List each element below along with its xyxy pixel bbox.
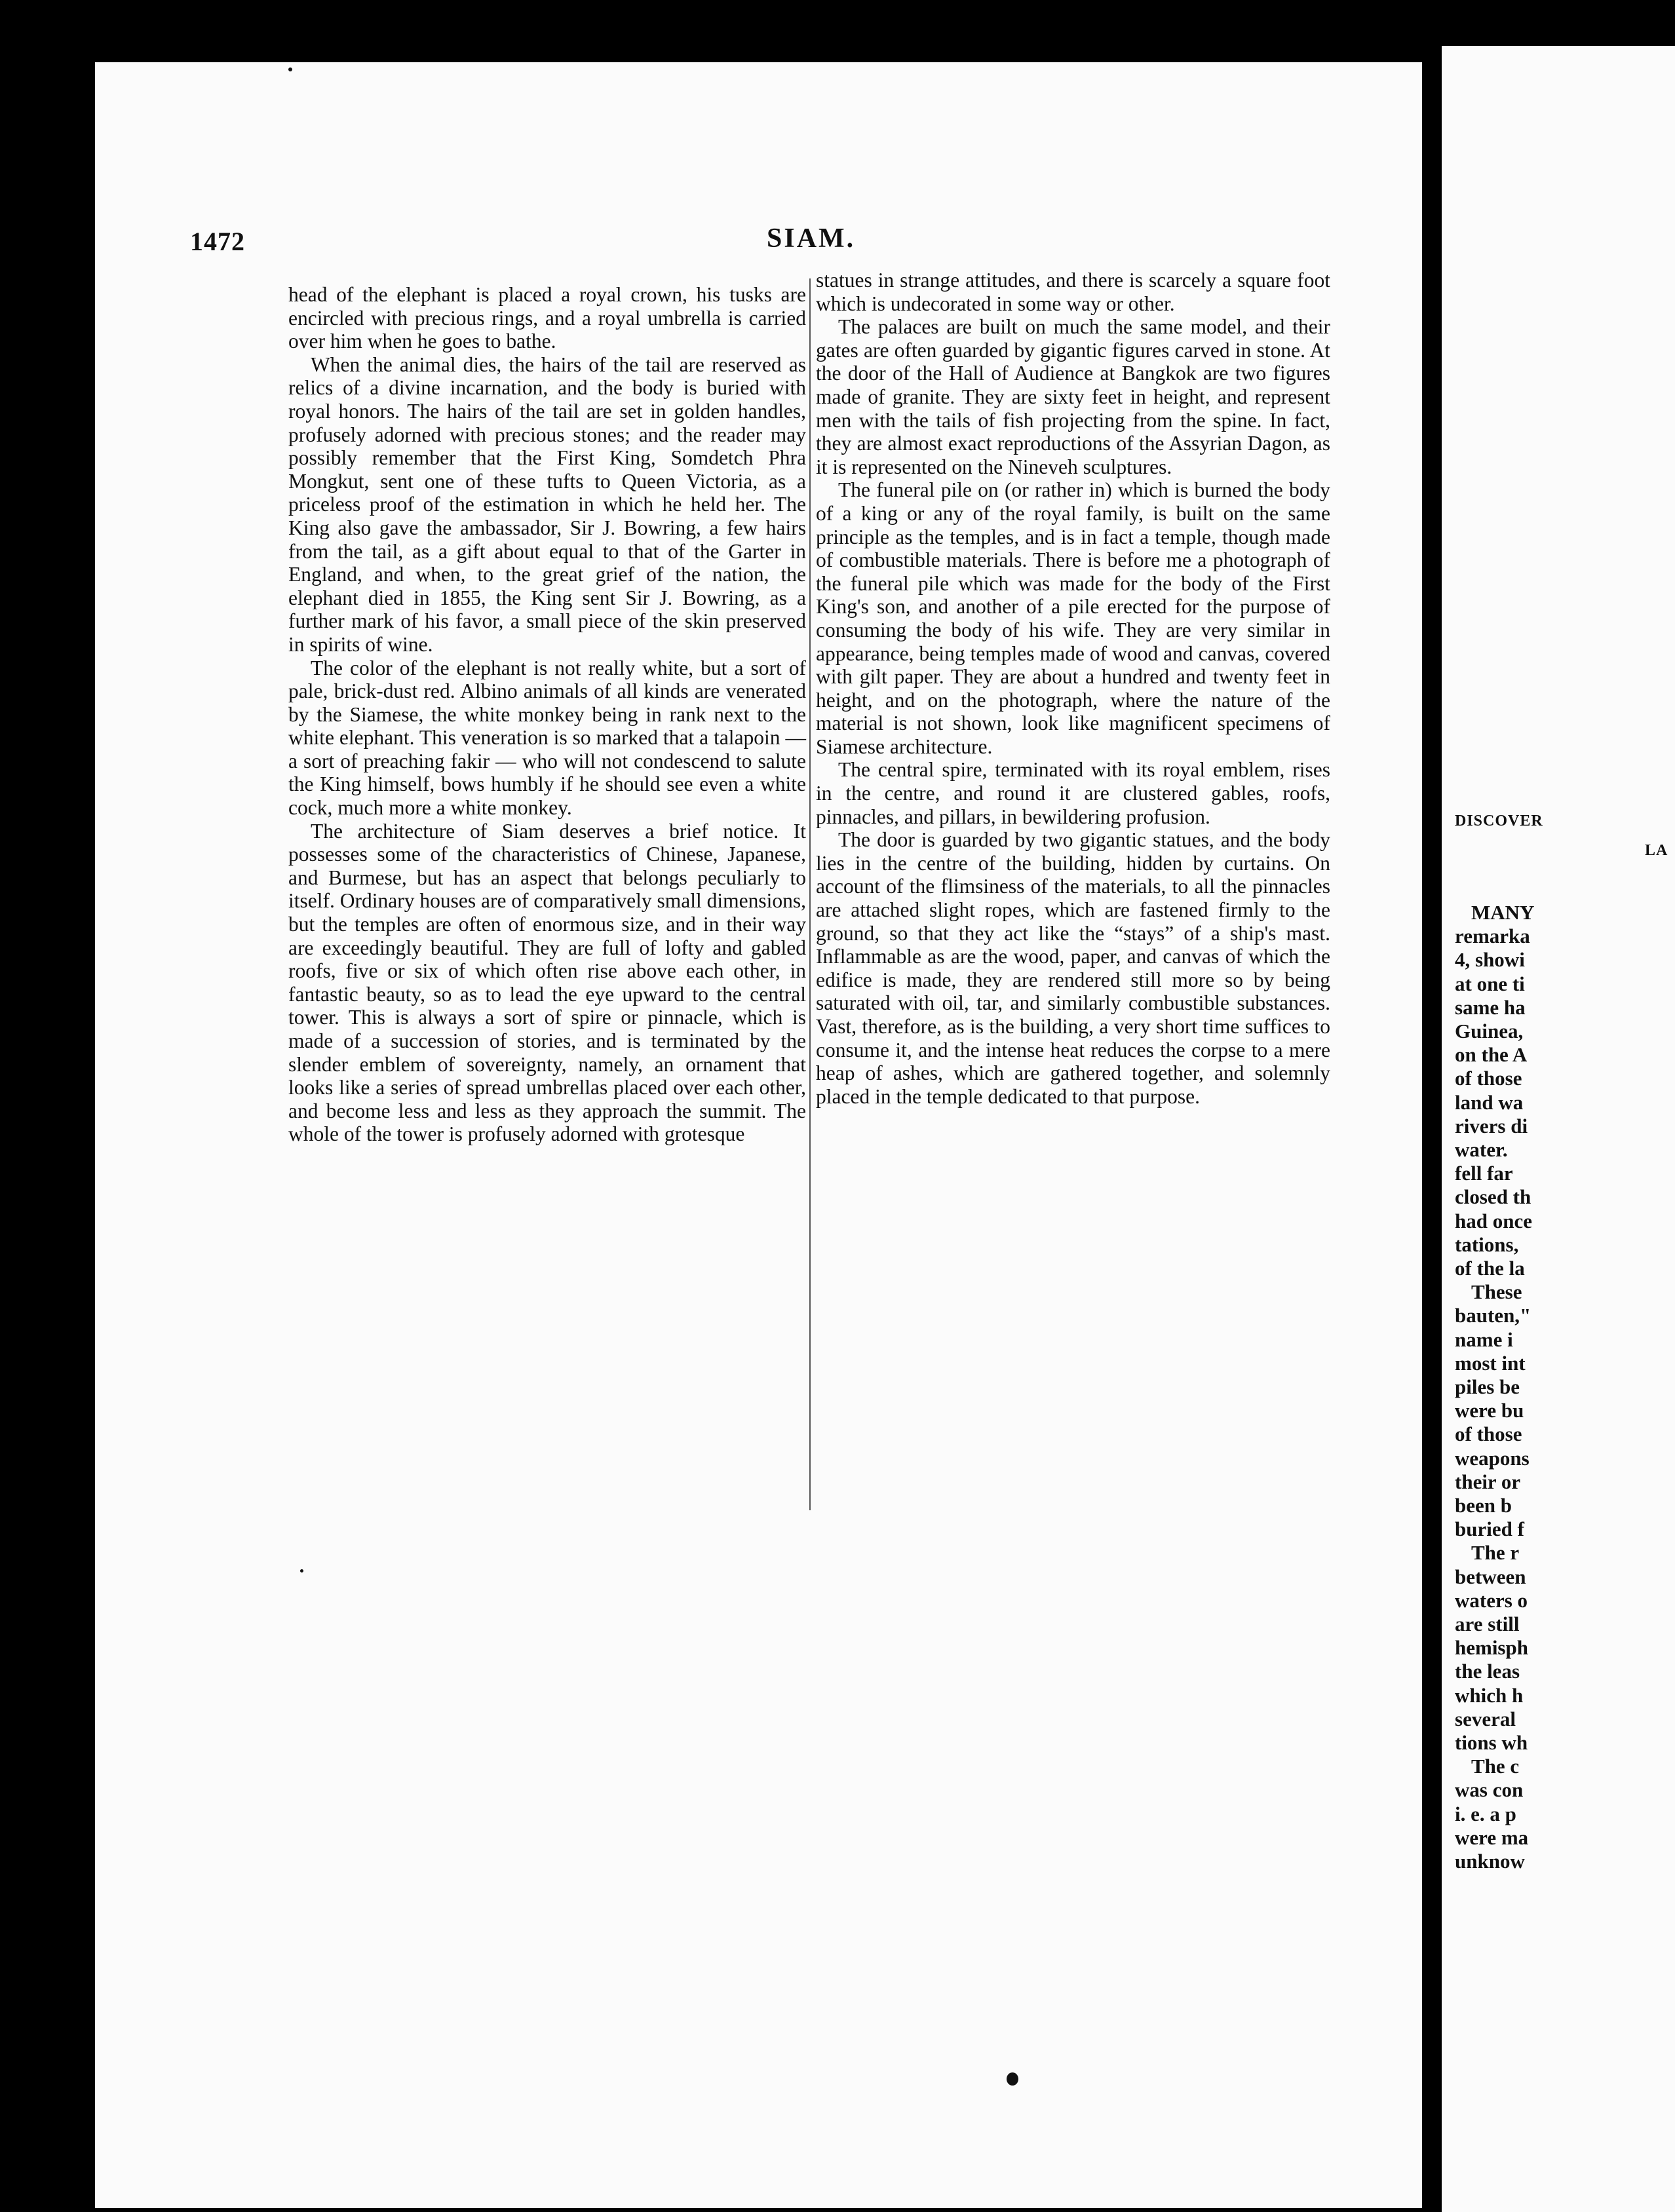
- adjacent-page-line: most int: [1455, 1351, 1526, 1375]
- page-number: 1472: [190, 227, 245, 256]
- adjacent-page-line: 4, showi: [1455, 948, 1525, 972]
- adjacent-page-subheading: LA: [1645, 842, 1668, 859]
- paragraph: The architecture of Siam deserves a brief notice. It possesses some of the characteristics of Chinese, Japanese, and Burmese, but has an aspect that belongs peculiarly to itself. Ordinary houses are of comparatively small dimensions, but the temples are often of enormous size, and in their way are exceedingly beautiful. They are full of lofty and gabled roofs, five or six of which often rise above each other, in fantastic beauty, so as to lead the eye upward to the central tower. This is always a sort of spire or pinnacle, which is made of a succession of stories, and is terminated by the slender emblem of sovereignty, namely, an ornament that looks like a series of spread umbrellas placed over each other, and become less and less as they approach the summit. The whole of the tower is profusely adorned with grotesque: [288, 819, 806, 1146]
- adjacent-page-line: at one ti: [1455, 972, 1525, 995]
- adjacent-page-line: on the A: [1455, 1043, 1528, 1067]
- adjacent-page-line: several: [1455, 1707, 1516, 1730]
- adjacent-page-line: tations,: [1455, 1232, 1519, 1256]
- adjacent-page-line: of those: [1455, 1067, 1522, 1090]
- adjacent-page-line: the leas: [1455, 1660, 1520, 1683]
- adjacent-page-line: buried f: [1455, 1517, 1524, 1541]
- paragraph: head of the elephant is placed a royal crown, his tusks are encircled with precious rings, and a royal umbrella is carried over him when he goes to bathe.: [288, 283, 806, 353]
- column-rule: [809, 278, 811, 1510]
- adjacent-page-line: their or: [1455, 1470, 1521, 1493]
- adjacent-page-line: closed th: [1455, 1185, 1531, 1209]
- paragraph: The funeral pile on (or rather in) which is burned the body of a king or any of the royal family, is built on the same principle as the temples, and is in fact a temple, though made of combustible materials. There is before me a photograph of the funeral pile which was made for the body of the First King's son, and another of a pile erected for the purpose of consuming the body of his wife. They are very similar in appearance, being temples made of wood and canvas, covered with gilt paper. They are about a hundred and twenty feet in height, and on the photograph, where the nature of the material is not shown, look like magnificent specimens of Siamese architecture.: [816, 478, 1330, 758]
- adjacent-page-line: are still: [1455, 1612, 1520, 1635]
- running-title: SIAM.: [767, 223, 856, 254]
- adjacent-page-line: The r: [1471, 1541, 1520, 1565]
- adjacent-page-line: i. e. a p: [1455, 1802, 1516, 1825]
- adjacent-page-line: land wa: [1455, 1090, 1524, 1114]
- adjacent-page-line: bauten,": [1455, 1304, 1531, 1327]
- adjacent-page-line: fell far: [1455, 1162, 1513, 1185]
- adjacent-page-line: weapons: [1455, 1446, 1530, 1470]
- paragraph: When the animal dies, the hairs of the tail are reserved as relics of a divine incarnation, and the body is buried with royal honors. The hairs of the tail are set in golden handles, profusely adorned with precious stones; and the reader may possibly remember that the First King, Somdetch Phra Mongkut, sent one of these tufts to Queen Victoria, as a priceless proof of the estimation in which he held her. The King also gave the ambassador, Sir J. Bowring, a few hairs from the tail, as a gift about equal to that of the Garter in England, and when, to the great grief of the nation, the elephant died in 1855, the King sent Sir J. Bowring, as a further mark of his favor, a small piece of the skin preserved in spirits of wine.: [288, 353, 806, 656]
- paragraph: The palaces are built on much the same model, and their gates are often guarded by gigantic figures carved in stone. At the door of the Hall of Audience at Bangkok are two figures made of granite. They are sixty feet in height, and represent men with the tails of fish projecting from the spine. In fact, they are almost exact reproductions of the Assyrian Dagon, as it is represented on the Nineveh sculptures.: [816, 315, 1330, 478]
- paragraph: The color of the elephant is not really white, but a sort of pale, brick-dust red. Albino animals of all kinds are venerated by the Siamese, the white monkey being in rank next to the white elephant. This veneration is so marked that a talapoin — a sort of preaching fakir — who will not condescend to salute the King himself, bows humbly if he should see even a white cock, much more a white monkey.: [288, 656, 806, 820]
- adjacent-page-line: between: [1455, 1565, 1526, 1588]
- adjacent-page-line: of those: [1455, 1422, 1522, 1446]
- adjacent-page-line: Guinea,: [1455, 1020, 1524, 1042]
- adjacent-page-line: rivers di: [1455, 1114, 1528, 1137]
- page-speck: [288, 67, 292, 71]
- adjacent-page-line: name i: [1455, 1327, 1513, 1351]
- adjacent-page-line: were ma: [1455, 1825, 1529, 1849]
- adjacent-page-line: MANY: [1471, 901, 1535, 924]
- adjacent-page-line: had once: [1455, 1209, 1532, 1232]
- paragraph: The central spire, terminated with its royal emblem, rises in the centre, and round it are clustered gables, roofs, pinnacles, and pillars, in bewildering profusion.: [816, 758, 1330, 828]
- adjacent-page-line: which h: [1455, 1683, 1524, 1707]
- right-column: [816, 269, 1330, 1108]
- adjacent-page-line: of the la: [1455, 1257, 1525, 1280]
- page-speck: [1007, 2072, 1018, 2086]
- adjacent-page-line: unknow: [1455, 1850, 1525, 1873]
- left-column: [288, 283, 806, 1146]
- adjacent-page-line: been b: [1455, 1494, 1512, 1517]
- adjacent-page-line: These: [1471, 1280, 1522, 1304]
- adjacent-page-line: water.: [1455, 1138, 1508, 1161]
- adjacent-page-heading: DISCOVER: [1455, 812, 1543, 830]
- page-speck: [300, 1569, 303, 1573]
- adjacent-page-line: waters o: [1455, 1588, 1528, 1612]
- adjacent-page: [1442, 46, 1675, 2212]
- paragraph: statues in strange attitudes, and there is scarcely a square foot which is undecorated in some way or other.: [816, 269, 1330, 315]
- paragraph: The door is guarded by two gigantic statues, and the body lies in the centre of the building, hidden by curtains. On account of the flimsiness of the materials, to all the pinnacles are attached slight ropes, which are fastened firmly to the ground, so that they act like the “stays” of a ship's mast. Inflammable as are the wood, paper, and canvas of which the edifice is made, they are rendered still more so by being saturated with oil, tar, and similarly combustible substances. Vast, therefore, as is the building, a very short time suffices to consume it, and the intense heat reduces the corpse to a mere heap of ashes, which are gathered together, and solemnly placed in the temple dedicated to that purpose.: [816, 828, 1330, 1108]
- adjacent-page-line: remarka: [1455, 925, 1530, 948]
- adjacent-page-line: were bu: [1455, 1399, 1524, 1422]
- adjacent-page-line: same ha: [1455, 995, 1526, 1019]
- adjacent-page-line: was con: [1455, 1778, 1524, 1802]
- adjacent-page-line: tions wh: [1455, 1731, 1528, 1754]
- adjacent-page-line: hemisph: [1455, 1636, 1528, 1660]
- adjacent-page-line: piles be: [1455, 1375, 1520, 1398]
- adjacent-page-line: The c: [1471, 1755, 1520, 1778]
